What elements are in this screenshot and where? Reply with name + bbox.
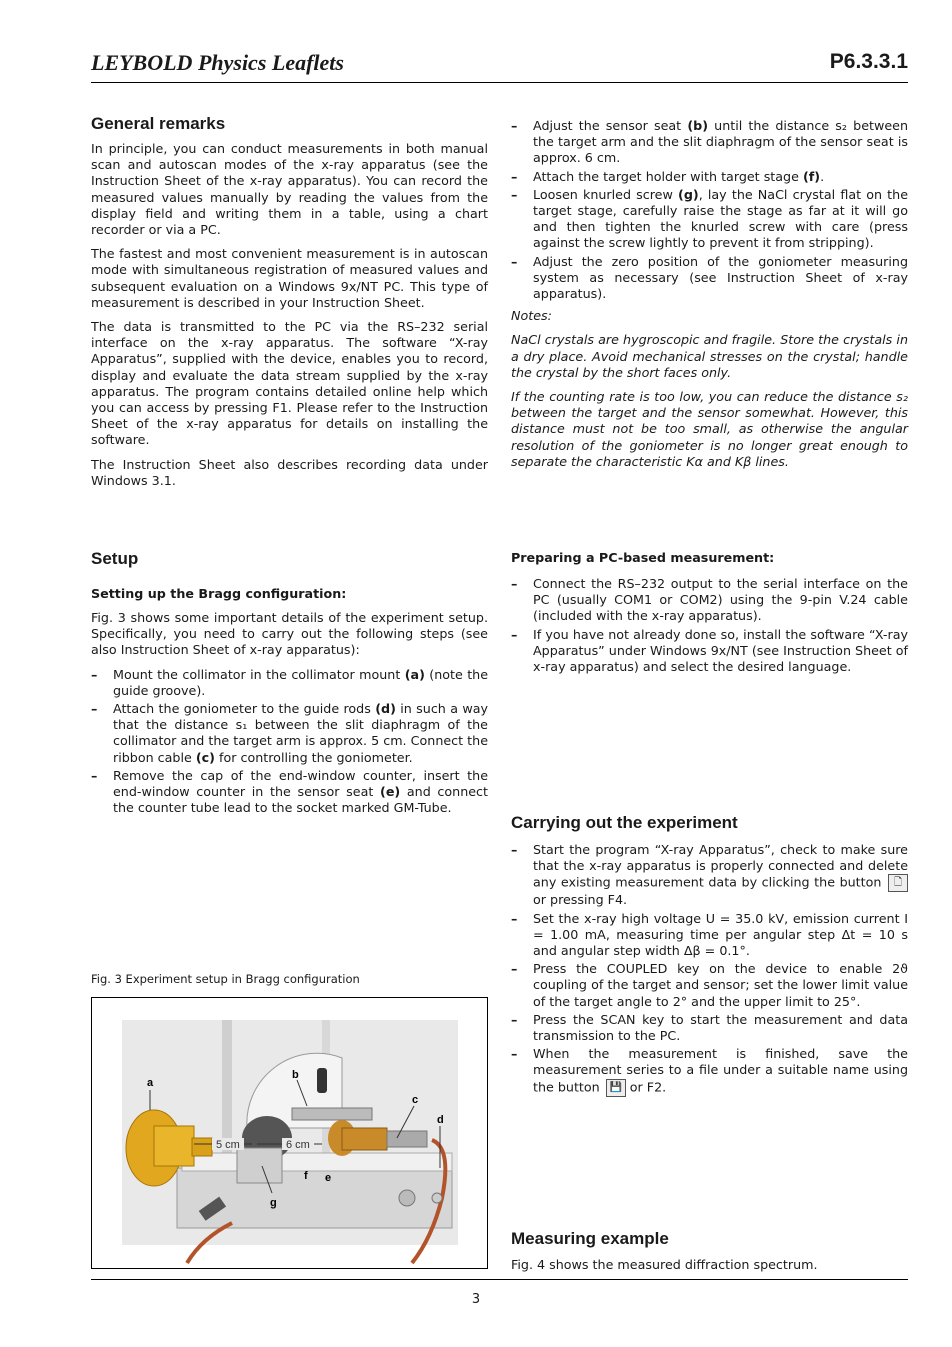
general-remarks-title: General remarks xyxy=(91,114,226,133)
notes-label: Notes: xyxy=(511,308,552,324)
adjust-steps-block xyxy=(511,118,908,478)
list-item: – Press the SCAN key to start the measurement and data transmission to the PC. xyxy=(511,1012,908,1044)
distance-label-s2: 6 cm xyxy=(286,1139,310,1151)
measuring-example-title: Measuring example xyxy=(511,1229,669,1248)
list-item: – Connect the RS–232 output to the serial interface on the PC (usually COM1 or COM2) using the 9-pin V.24 cable (included with the x-ray apparatus). xyxy=(511,576,908,625)
list-item: – Attach the target holder with target stage (f). xyxy=(511,169,908,185)
bragg-text xyxy=(91,610,488,818)
label-c: c xyxy=(412,1094,419,1106)
notes-paragraph: NaCl crystals are hygroscopic and fragile. Store the crystals in a dry place. Avoid mechanical stresses on the crystal; handle the crystal by the short faces only. xyxy=(511,332,908,380)
pc-prep-subtitle: Preparing a PC-based measurement: xyxy=(511,550,775,565)
list-item: – Attach the goniometer to the guide rods (d) in such a way that the distance s₁ between the slit diaphragm of the collimator and the target arm is approx. 5 cm. Connect the ribbon cable (c) for controlling the goniometer. xyxy=(91,701,488,766)
pc-prep-steps xyxy=(511,576,908,675)
bragg-subtitle: Setting up the Bragg configuration: xyxy=(91,586,347,601)
list-item: – Set the x-ray high voltage U = 35.0 kV, emission current I = 1.00 mA, measuring time per angular step Δt = 10 s and angular step width Δβ = 0.1°. xyxy=(511,911,908,960)
adjust-steps xyxy=(511,118,908,302)
list-item: – Mount the collimator in the collimator mount (a) (note the guide groove). xyxy=(91,667,488,699)
list-item: – If you have not already done so, install the software “X-ray Apparatus” under Windows 9x/NT (see Instruction Sheet of x-ray apparatus) and select the desired language. xyxy=(511,627,908,676)
notes-paragraph: If the counting rate is too low, you can reduce the distance s₂ between the target and the sensor somewhat. However, this distance must not be too small, as otherwise the angular resolution of the goniometer is no longer great enough to separate the characteristic Kα and Kβ lines. xyxy=(511,389,908,469)
label-a: a xyxy=(147,1077,154,1089)
bragg-steps xyxy=(91,667,488,817)
paragraph: In principle, you can conduct measurements in both manual scan and autoscan modes of the x-ray apparatus (see the Instruction Sheet of the x-ray apparatus). You can record the measured values manually by reading the values from the display field and writing them in a table, using a chart recorder or via a PC. xyxy=(91,141,488,238)
leaflet-code: P6.3.3.1 xyxy=(829,50,908,73)
label-g: g xyxy=(270,1197,277,1209)
list-item: – Adjust the sensor seat (b) until the distance s₂ between the target arm and the slit diaphragm of the sensor seat is approx. 6 cm. xyxy=(511,118,908,167)
paragraph: The data is transmitted to the PC via the RS–232 serial interface on the x-ray apparatus. The software “X-ray Apparatus”, supplied with the device, enables you to record, display and evaluate the data stream supplied by the x-ray apparatus. The program contains detailed online help which you can access by pressing F1. Please refer to the Instruction Sheet of the x-ray apparatus for details on installing the software. xyxy=(91,319,488,448)
label-d: d xyxy=(437,1114,444,1126)
list-item: – Remove the cap of the end-window counter, insert the end-window counter in the sensor seat (e) and connect the counter tube lead to the socket marked GM-Tube. xyxy=(91,768,488,817)
general-remarks-text xyxy=(91,141,488,497)
list-item: – Adjust the zero position of the goniometer measuring system as necessary (see Instruction Sheet of x-ray apparatus). xyxy=(511,254,908,303)
save-button-icon: 💾 xyxy=(606,1079,626,1097)
list-item: – When the measurement is finished, save the measurement series to a file under a suitable name using the button 💾 or F2. xyxy=(511,1046,908,1096)
experiment-figure xyxy=(91,997,488,1269)
series-title: LEYBOLD Physics Leaflets xyxy=(91,50,344,75)
new-measurement-button-icon: 🗋 xyxy=(888,874,908,892)
paragraph: The Instruction Sheet also describes recording data under Windows 3.1. xyxy=(91,456,488,488)
paragraph: The fastest and most convenient measurement is in autoscan mode with simultaneous registration of measured values and subsequent evaluation on a Windows 9x/NT PC. This type of measurement is described in your Instruction Sheet. xyxy=(91,246,488,310)
page-number: 3 xyxy=(471,1292,481,1307)
label-e: e xyxy=(325,1172,332,1184)
setup-illustration xyxy=(92,998,487,1268)
footer-divider xyxy=(91,1279,908,1280)
carrying-out-steps xyxy=(511,842,908,1097)
figure-caption: Fig. 3 Experiment setup in Bragg configuration xyxy=(91,972,360,986)
label-b: b xyxy=(292,1069,299,1081)
list-item: – Loosen knurled screw (g), lay the NaCl crystal flat on the target stage, carefully raise the stage as far at it will go and then tighten the knurled screw with care (press against the screw lightly to prevent it from stripping). xyxy=(511,187,908,252)
carrying-out-title: Carrying out the experiment xyxy=(511,813,738,832)
page-header xyxy=(91,50,908,83)
paragraph: Fig. 3 shows some important details of the experiment setup. Specifically, you need to carry out the following steps (see also Instruction Sheet of x-ray apparatus): xyxy=(91,610,488,658)
list-item: – Start the program “X-ray Apparatus”, check to make sure that the x-ray apparatus is properly connected and delete any existing measurement data by clicking the button 🗋 or pressing F4. xyxy=(511,842,908,909)
pc-prep-block xyxy=(511,576,908,677)
carrying-out-block xyxy=(511,842,908,1099)
distance-label-s1: 5 cm xyxy=(216,1139,240,1151)
setup-title: Setup xyxy=(91,549,139,568)
list-item: – Press the COUPLED key on the device to enable 2ϑ coupling of the target and sensor; set the lower limit value of the target angle to 2° and the upper limit to 25°. xyxy=(511,961,908,1010)
label-f: f xyxy=(304,1170,308,1182)
measuring-example-text: Fig. 4 shows the measured diffraction spectrum. xyxy=(511,1257,818,1272)
